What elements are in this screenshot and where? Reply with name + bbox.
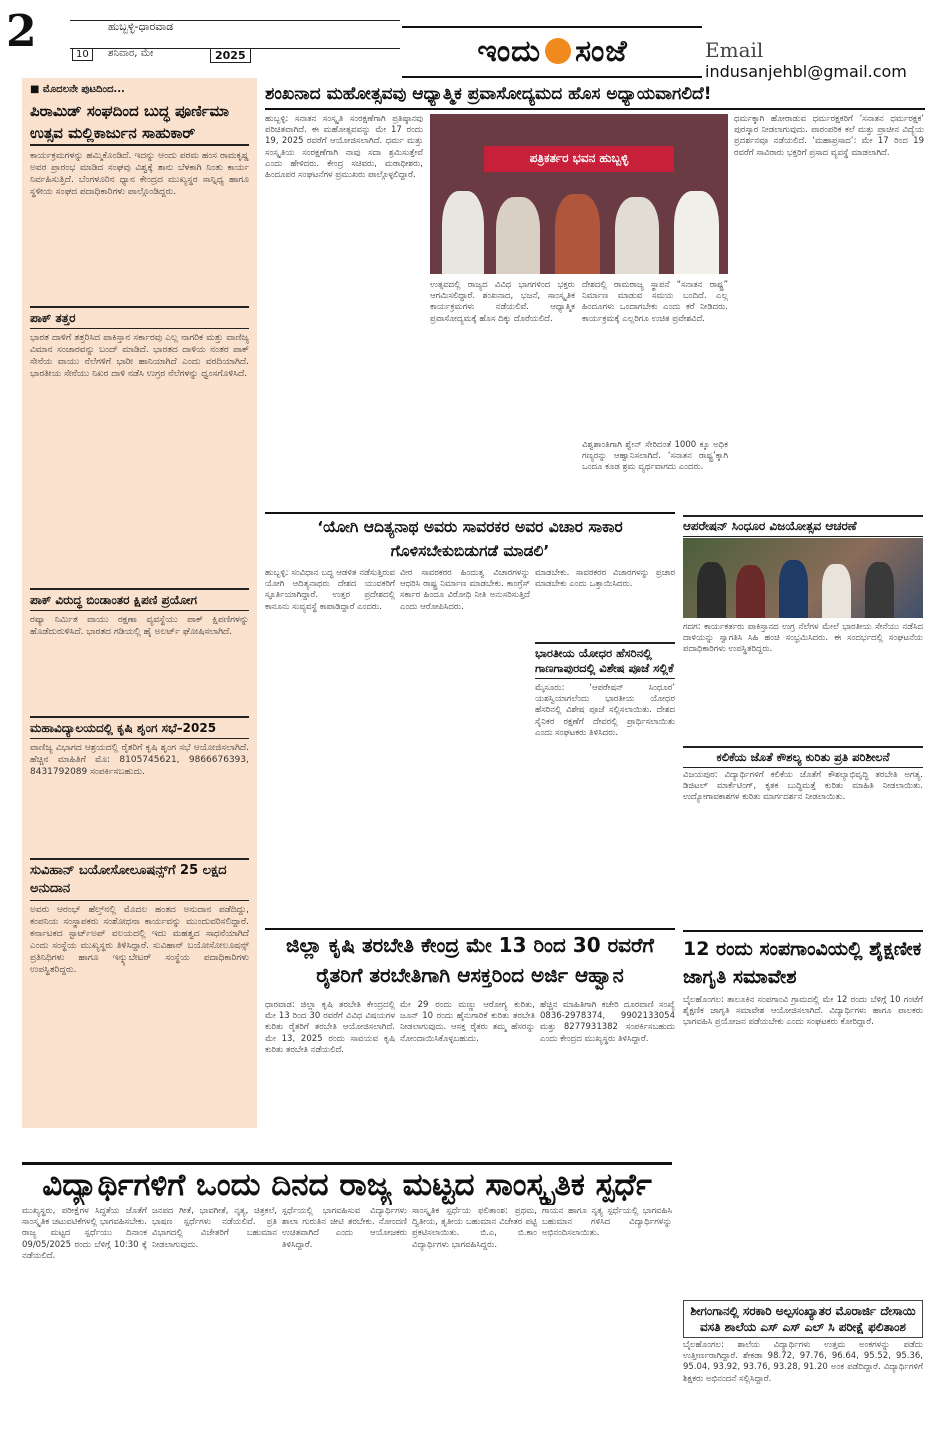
logo-left-word: ಇಂದು: [477, 33, 542, 69]
article-body: ಧಾರವಾಡ: ಜಿಲ್ಲಾ ಕೃಷಿ ತರಬೇತಿ ಕೇಂದ್ರದಲ್ಲಿ ಮೇ 13 ರಿಂದ 30 ರವರೆಗೆ ವಿವಿಧ ವಿಷಯಗಳ ಕುರಿತು ರೈತರಿಗೆ ತರಬೇತಿ ಆಯೋಜಿಸಲಾಗಿದೆ. ಮೇ 13, 2025 ರಂದು ಸಾವಯವ ಕೃಷಿ ಕುರಿತು ತರಬೇತಿ ನಡೆಯಲಿದೆ.: [265, 1000, 395, 1055]
article-body: ಹುಬ್ಬಳ್ಳಿ: ಸನಾತನ ಸಂಸ್ಕೃತಿ ಸಂರಕ್ಷಣೆಗಾಗಿ ಪ್ರತಿಷ್ಠಾನವು ಪರಿಚಿತವಾಗಿದೆ. ಈ ಮಹೋತ್ಸವವನ್ನು ಮೇ 17 ರಂದು 19, 2025 ರವರೆಗೆ ಆಯೋಜಿಸಲಾಗಿದೆ. ಧರ್ಮ ಮತ್ತು ಸಂಸ್ಕೃತಿಯ ಸಂರಕ್ಷಣೆಗಾಗಿ ನಾವು ಸದಾ ಶ್ರಮಿಸುತ್ತೇವೆ ಎಂದು ಹೇಳಿದರು. ಕೇಂದ್ರ ಸಚಿವರು, ಮಠಾಧೀಶರು, ಹಿಂದೂಪರ ಸಂಘಟನೆಗಳ ಪ್ರಮುಖರು ಪಾಲ್ಗೊಳ್ಳಲಿದ್ದಾರೆ.: [265, 114, 423, 181]
top-story-rule: [265, 108, 925, 110]
sun-icon: [545, 38, 571, 64]
result-box-body: ಬೈಲಹೊಂಗಲ: ಶಾಲೆಯ ವಿದ್ಯಾರ್ಥಿಗಳು ಉತ್ತಮ ಅಂಕಗಳನ್ನು ಪಡೆದು ಉತ್ತೀರ್ಣರಾಗಿದ್ದಾರೆ. ಶೇಕಡಾ 98.72, 97.76, 96.64, 95.52, 95.36, 95.04, 93.92, 93.76, 93.28, 91.20 ಅಂಕ ಪಡೆದಿದ್ದಾರೆ. ವಿದ್ಯಾರ್ಥಿಗಳಿಗೆ ಶಿಕ್ಷಕರು ಅಭಿನಂದನೆ ಸಲ್ಲಿಸಿದ್ದಾರೆ.: [683, 1340, 923, 1384]
krishi-headline[interactable]: ಜಿಲ್ಲಾ ಕೃಷಿ ತರಬೇತಿ ಕೇಂದ್ರ ಮೇ 13 ರಿಂದ 30 ರವರೆಗೆ ರೈತರಿಗೆ ತರಬೇತಿಗಾಗಿ ಆಸಕ್ತರಿಂದ ಅರ್ಜಿ ಆಹ್ವಾನ: [286, 933, 654, 987]
article-body: ಜನಪದ ಗೀತೆ, ಭಾವಗೀತೆ, ನೃತ್ಯ, ಚಿತ್ರಕಲೆ, ಭಾಷಣ ಸ್ಪರ್ಧೆಗಳು ನಡೆಯಲಿವೆ. ಪ್ರತಿ ವಿಭಾಗದಲ್ಲಿ ವಿಜೇತರಿಗೆ ಬಹುಮಾನ ನೀಡಲಾಗುವುದು.: [152, 1206, 277, 1250]
article-body: ವಾಣಿಜ್ಯ ವಿಭಾಗದ ಆಶ್ರಯದಲ್ಲಿ ರೈತರಿಗೆ ಕೃಷಿ ಶೃಂಗ ಸಭೆ ಆಯೋಜಿಸಲಾಗಿದೆ. ಹೆಚ್ಚಿನ ಮಾಹಿತಿಗೆ ಮೊ: 8105745621, 9866676393, 8431792089 ಸಂಪರ್ಕಿಸಬಹುದು.: [30, 743, 249, 777]
section-rule: [265, 512, 675, 514]
article-body: ಮಾಡಬೇಕು. ಸಾವರಕರರ ವಿಚಾರಗಳನ್ನು ಪ್ರಚಾರ ಮಾಡಬೇಕು ಎಂದು ಒತ್ತಾಯಿಸಿದರು.: [535, 568, 675, 590]
article-body: ಕಾರ್ಯಕ್ರಮಗಳನ್ನು ಹಮ್ಮಿಕೊಂಡಿದೆ. ಇದನ್ನು ಆಂದು ಪರಮ ಹಂಸ ರಾಮಕೃಷ್ಣ ಅವರ ಪ್ರಾರಂಭ ಮಾಡಿದ ಸಂಘವು ವಿಶ್ವಕ್ಕೆ ತಾನು ಬೆಳಕಾಗಿ ನಿಂತು ಕಾರ್ಯ ನಿರ್ವಹಿಸುತ್ತಿದೆ. ಬೆಂಗಳೂರಿನ ಧ್ಯಾನ ಕೇಂದ್ರದ ಮುಖ್ಯಸ್ಥರ ಸಾನ್ನಿಧ್ಯ ಹಾಗೂ ಸ್ಥಳೀಯ ಸಂಘದ ಪದಾಧಿಕಾರಿಗಳು ಪಾಲ್ಗೊಂಡಿದ್ದರು.: [30, 151, 249, 197]
page-number: 2: [6, 10, 37, 54]
article-body: ಉತ್ಸವದಲ್ಲಿ ರಾಜ್ಯದ ವಿವಿಧ ಭಾಗಗಳಿಂದ ಭಕ್ತರು ಆಗಮಿಸಲಿದ್ದಾರೆ. ಶಂಖನಾದ, ಭಜನೆ, ಸಾಂಸ್ಕೃತಿಕ ಕಾರ್ಯಕ್ರಮಗಳು ನಡೆಯಲಿವೆ. ಆಧ್ಯಾತ್ಮಿಕ ಪ್ರವಾಸೋದ್ಯಮಕ್ಕೆ ಹೊಸ ದಿಕ್ಕು ದೊರೆಯಲಿದೆ.: [430, 280, 575, 324]
celebration-photo: [683, 538, 923, 618]
article-body: ವಿಶ್ವಶಾಂತಿಗಾಗಿ ಶ್ವೇನ್ ಸೇರಿದಂತೆ 1000 ಕ್ಕೂ ಅಧಿಕ ಗಣ್ಯರನ್ನು ಆಹ್ವಾನಿಸಲಾಗಿದೆ. ‘ಸನಾತನ ರಾಷ್ಟ್ರ’ಕ್ಕಾಗಿ ಒಂದೂ ಕೂಡ ಶ್ರಮ ವ್ಯರ್ಥವಾಗದು ಎಂದರು.: [582, 440, 728, 473]
article-headline[interactable]: ಸುವಿಹಾನ್ ಬಯೋಸೋಲೂಷನ್ಸ್‌ಗೆ 25 ಲಕ್ಷದ ಅನುದಾನ: [30, 858, 249, 901]
article-body: ಹುಬ್ಬಳ್ಳಿ: ಸಂವಿಧಾನ ಬದ್ಧ ಆಡಳಿತ ನಡೆಸುತ್ತಿರುವ ಯೋಗಿ ಆದಿತ್ಯನಾಥರು ದೇಶದ ಯುವಕರಿಗೆ ಸ್ಫೂರ್ತಿಯಾಗಿದ್ದಾರೆ. ಉತ್ತರ ಪ್ರದೇಶದಲ್ಲಿ ಕಾನೂನು ಸುವ್ಯವಸ್ಥೆ ಕಾಪಾಡಿದ್ದಾರೆ ಎಂದರು.: [265, 568, 395, 612]
operation-headline[interactable]: ಆಪರೇಷನ್ ಸಿಂಧೂರ ವಿಜಯೋತ್ಸವ ಆಚರಣೆ: [683, 515, 923, 537]
edition-day: ಶನಿವಾರ, ಮೇ: [108, 48, 154, 59]
article-body: ರಷ್ಯಾ ನಿರ್ಮಿತ ವಾಯು ರಕ್ಷಣಾ ವ್ಯವಸ್ಥೆಯು ಪಾಕ್ ಕ್ಷಿಪಣಿಗಳನ್ನು ಹೊಡೆದುರುಳಿಸಿದೆ. ಭಾರತದ ಗಡಿಯಲ್ಲಿ ಹೈ ಅಲರ್ಟ್ ಘೋಷಿಸಲಾಗಿದೆ.: [30, 615, 249, 637]
email-address[interactable]: indusanjehbl@gmail.com: [705, 62, 907, 81]
side-story-body: ಮೈಸೂರು: ‘ಆಪರೇಷನ್ ಸಿಂಧೂರ’ ಯಶಸ್ವಿಯಾಗಲೆಂದು ಭಾರತೀಯ ಯೋಧರ ಹೆಸರಿನಲ್ಲಿ ವಿಶೇಷ ಪೂಜೆ ಸಲ್ಲಿಸಲಾಯಿತು. ದೇಶದ ಸೈನಿಕರ ರಕ್ಷಣೆಗೆ ದೇವರಲ್ಲಿ ಪ್ರಾರ್ಥಿಸಲಾಯಿತು ಎಂದು ಸಂಘಟಕರು ತಿಳಿಸಿದರು.: [535, 683, 675, 738]
top-story-headline[interactable]: ಶಂಖನಾದ ಮಹೋತ್ಸವವು ಆಧ್ಯಾತ್ಮಿಕ ಪ್ರವಾಸೋದ್ಯಮದ ಹೊಸ ಅಧ್ಯಾಯವಾಗಲಿದೆ!: [265, 84, 712, 104]
article-body: ವೀರ ಸಾವರಕರರ ಹಿಂದುತ್ವ ವಿಚಾರಗಳನ್ನು ಆಧರಿಸಿ ರಾಷ್ಟ್ರ ನಿರ್ಮಾಣ ಮಾಡಬೇಕು. ಕಾಂಗ್ರೆಸ್ ಸರ್ಕಾರ ಹಿಂದೂ ವಿರೋಧಿ ನೀತಿ ಅನುಸರಿಸುತ್ತಿದೆ ಎಂದು ಆರೋಪಿಸಿದರು.: [400, 568, 530, 612]
page-box: 10: [72, 48, 93, 61]
article-body: ಅವರು ಆರಂಭ್ ಹೆಲ್ತ್‌ನಲ್ಲಿ ಮೊದಲ ಹಂತದ ಅನುದಾನ ಪಡೆದಿದ್ದು, ಕಂಪನಿಯ ಸಂಸ್ಥಾಪಕರು ಸಂಶೋಧನಾ ಕಾರ್ಯವನ್ನು ಮುಂದುವರಿಸಲಿದ್ದಾರೆ. ಕರ್ನಾಟಕದ ಸ್ಟಾರ್ಟ್‌ಅಪ್ ವಲಯದಲ್ಲಿ ಇದು ಮಹತ್ವದ ಸಾಧನೆಯಾಗಿದೆ ಎಂದು ಸಂಸ್ಥೆಯ ಮುಖ್ಯಸ್ಥರು ತಿಳಿಸಿದ್ದಾರೆ. ಸುವಿಹಾನ್ ಬಯೋಸೋಲೂಷನ್ಸ್ ಪ್ರತಿನಿಧಿಗಳು ಹಾಗೂ ಇನ್ಕ್ಯುಬೇಟರ್ ಸಂಸ್ಥೆಯ ಪದಾಧಿಕಾರಿಗಳು ಉಪಸ್ಥಿತರಿದ್ದರು.: [30, 905, 249, 975]
article-headline[interactable]: ಪಿರಾಮಿಡ್ ಸಂಘದಿಂದ ಬುದ್ಧ ಪೂರ್ಣಿಮಾ ಉತ್ಸವ ಮಲ್ಲಿಕಾರ್ಜುನ ಸಾಹುಕಾರ್: [30, 100, 249, 146]
article-body: ಮೇ 29 ರಂದು ಮಣ್ಣು ಆರೋಗ್ಯ ಕುರಿತು, ಜೂನ್ 10 ರಂದು ಹೈನುಗಾರಿಕೆ ಕುರಿತು ತರಬೇತಿ ನೀಡಲಾಗುವುದು. ಆಸಕ್ತ ರೈತರು ತಮ್ಮ ಹೆಸರನ್ನು ನೋಂದಾಯಿಸಿಕೊಳ್ಳಬಹುದು.: [400, 1000, 535, 1044]
email-label: Email: [705, 38, 764, 62]
edition-city: ಹುಬ್ಬಳ್ಳಿ-ಧಾರವಾಡ: [108, 20, 174, 33]
article-headline[interactable]: ಮಹಾವಿದ್ಯಾಲಯದಲ್ಲಿ ಕೃಷಿ ಶೃಂಗ ಸಭೆ–2025: [30, 716, 249, 739]
bottom-story-headline[interactable]: ವಿದ್ಯಾರ್ಥಿಗಳಿಗೆ ಒಂದು ದಿನದ ರಾಜ್ಯ ಮಟ್ಟದ ಸಾಂಸ್ಕೃತಿಕ ಸ್ಪರ್ಧೆ: [22, 1162, 672, 1205]
left-column: [22, 78, 257, 1128]
section-rule: [683, 930, 923, 932]
article-body: ಬೈಲಹೊಂಗಲ: ತಾಲೂಕಿನ ಸಂಪಗಾಂವಿ ಗ್ರಾಮದಲ್ಲಿ ಮೇ 12 ರಂದು ಬೆಳಿಗ್ಗೆ 10 ಗಂಟೆಗೆ ಶೈಕ್ಷಣಿಕ ಜಾಗೃತಿ ಸಮಾವೇಶ ಆಯೋಜಿಸಲಾಗಿದೆ. ವಿದ್ಯಾರ್ಥಿಗಳು ಹಾಗೂ ಪಾಲಕರು ಭಾಗವಹಿಸಿ ಪ್ರಯೋಜನ ಪಡೆಯಬೇಕು ಎಂದು ಸಂಘಟಕರು ಕೋರಿದ್ದಾರೆ.: [683, 995, 923, 1028]
article-body: ಧರ್ಮಕ್ಕಾಗಿ ಹೋರಾಡುವ ಧರ್ಮರಕ್ಷಕರಿಗೆ ‘ಸನಾತನ ಧರ್ಮರಕ್ಷಕ’ ಪುರಸ್ಕಾರ ನೀಡಲಾಗುವುದು. ಪಾರಂಪರಿಕ ಕಲೆ ಮತ್ತು ಪ್ರಾಚೀನ ವಿದ್ಯೆಯ ಪ್ರದರ್ಶನವೂ ನಡೆಯಲಿದೆ. ‘ಮಹಾಪ್ರಸಾದ’: ಮೇ 17 ರಿಂದ 19 ರವರೆಗೆ ಸಾವಿರಾರು ಭಕ್ತರಿಗೆ ಪ್ರಸಾದ ವ್ಯವಸ್ಥೆ ಮಾಡಲಾಗಿದೆ.: [734, 114, 924, 158]
yogi-story-headline[interactable]: ‘ಯೋಗಿ ಆದಿತ್ಯನಾಥ ಅವರು ಸಾವರಕರ ಅವರ ವಿಚಾರ ಸಾಕಾರ ಗೊಳಿಸಬೇಕುಬಿಡುಗಡೆ ಮಾಡಲಿ’: [317, 518, 623, 560]
press-banner-text: ಪತ್ರಿಕರ್ತರ ಭವನ ಹುಬ್ಬಳ್ಳಿ: [484, 146, 675, 172]
article-body: ಹೆಚ್ಚಿನ ಮಾಹಿತಿಗಾಗಿ ಕಚೇರಿ ದೂರವಾಣಿ ಸಂಖ್ಯೆ 0836-2978374, 9902133054 ಮತ್ತು 8277931382 ಸಂಪರ್ಕಿಸಬಹುದು ಎಂದು ಕೇಂದ್ರದ ಮುಖ್ಯಸ್ಥರು ತಿಳಿಸಿದ್ದಾರೆ.: [540, 1000, 675, 1044]
logo-right-word: ಸಂಜೆ: [575, 33, 628, 69]
article-body: ದೇಶದಲ್ಲಿ ರಾಮರಾಜ್ಯ ಸ್ಥಾಪನೆ “ಸನಾತನ ರಾಷ್ಟ್ರ” ನಿರ್ಮಾಣ ಮಾಡುವ ಸಮಯ ಬಂದಿದೆ. ಎಲ್ಲ ಹಿಂದೂಗಳು ಒಂದಾಗಬೇಕು ಎಂದು ಕರೆ ನೀಡಿದರು. ಕಾರ್ಯಕ್ರಮಕ್ಕೆ ಎಲ್ಲರಿಗೂ ಉಚಿತ ಪ್ರವೇಶವಿದೆ.: [582, 280, 728, 324]
article-body: ಸ್ಪರ್ಧೆಯಲ್ಲಿ ಭಾಗವಹಿಸುವ ವಿದ್ಯಾರ್ಥಿಗಳು ಶಾಲಾ ಗುರುತಿನ ಚೀಟಿ ತರಬೇಕು. ನೋಂದಣಿ ಉಚಿತವಾಗಿದೆ ಎಂದು ಆಯೋಜಕರು ತಿಳಿಸಿದ್ದಾರೆ.: [282, 1206, 407, 1250]
side-story-headline[interactable]: ಭಾರತೀಯ ಯೋಧರ ಹೆಸರಿನಲ್ಲಿ ಗಾಣಗಾಪುರದಲ್ಲಿ ವಿಶೇಷ ಪೂಜೆ ಸಲ್ಲಿಕೆ: [535, 642, 675, 679]
continued-tag: ■ ಮೊದಲನೇ ಪುಟದಿಂದ...: [30, 84, 125, 95]
side-story: [535, 642, 675, 922]
press-meet-photo: [430, 114, 728, 274]
edition-year: 2025: [210, 48, 251, 63]
result-box-headline[interactable]: ಶೀಗಂಗಾನಲ್ಲಿ ಸರಕಾರಿ ಅಲ್ಪಸಂಖ್ಯಾತರ ಮೊರಾರ್ಜಿ ದೇಸಾಯಿ ವಸತಿ ಶಾಲೆಯ ಎಸ್ ಎಸ್ ಎಲ್ ಸಿ ಪರೀಕ್ಷೆ ಫಲಿತಾಂಶ: [683, 1300, 923, 1338]
article-body: ಸಾಂಸ್ಕೃತಿಕ ಸ್ಪರ್ಧೆಯ ಫಲಿತಾಂಶ: ಪ್ರಥಮ, ದ್ವಿತೀಯ, ತೃತೀಯ ಬಹುಮಾನ ವಿಜೇತರ ಪಟ್ಟಿ ಪ್ರಕಟಿಸಲಾಯಿತು. ಬಿ.ಎ, ಬಿ.ಕಾಂ ವಿದ್ಯಾರ್ಥಿಗಳು ಭಾಗವಹಿಸಿದ್ದರು.: [412, 1206, 537, 1250]
newspaper-logo[interactable]: [420, 30, 685, 72]
article-body: ಗಾಯನ ಹಾಗೂ ನೃತ್ಯ ಸ್ಪರ್ಧೆಯಲ್ಲಿ ಭಾಗವಹಿಸಿ ಬಹುಮಾನ ಗಳಿಸಿದ ವಿದ್ಯಾರ್ಥಿಗಳನ್ನು ಅಭಿನಂದಿಸಲಾಯಿತು.: [542, 1206, 672, 1239]
article-headline[interactable]: ಪಾಕ್ ತತ್ತರ: [30, 306, 249, 329]
article-body: ಗದಗ: ಕಾರ್ಯಕರ್ತರು ಪಾಕಿಸ್ತಾನದ ಉಗ್ರ ನೆಲೆಗಳ ಮೇಲೆ ಭಾರತೀಯ ಸೇನೆಯು ನಡೆಸಿದ ದಾಳಿಯನ್ನು ಸ್ವಾಗತಿಸಿ ಸಿಹಿ ಹಂಚಿ ಸಂಭ್ರಮಿಸಿದರು. ಈ ಸಂದರ್ಭದಲ್ಲಿ ಸಂಘಟನೆಯ ಪದಾಧಿಕಾರಿಗಳು ಉಪಸ್ಥಿತರಿದ್ದರು.: [683, 622, 923, 655]
article-body: ಭಾರತ ದಾಳಿಗೆ ತತ್ತರಿಸಿದ ಪಾಕಿಸ್ತಾನ ಸರ್ಕಾರವು ಎಲ್ಲ ನಾಗರಿಕ ಮತ್ತು ವಾಣಿಜ್ಯ ವಿಮಾನ ಸಂಚಾರವನ್ನು ಬಂದ್ ಮಾಡಿದೆ. ಭಾರತದ ದಾಳಿಯ ನಂತರ ಪಾಕ್ ಸೇನೆಯ ವಾಯು ನೆಲೆಗಳಿಗೆ ಭಾರೀ ಹಾನಿಯಾಗಿದೆ ಎಂದು ವರದಿಯಾಗಿದೆ. ಭಾರತೀಯ ಸೇನೆಯು ನಿಖರ ದಾಳಿ ನಡೆಸಿ ಉಗ್ರರ ನೆಲೆಗಳನ್ನು ಧ್ವಂಸಗೊಳಿಸಿದೆ.: [30, 333, 249, 379]
article-headline[interactable]: ಪಾಕ್ ವಿರುದ್ಧ ಬಿಂಡಾಂತರ ಕ್ಷಿಪಣಿ ಪ್ರಯೋಗ: [30, 588, 249, 611]
article-headline[interactable]: ಕಲಿಕೆಯ ಜೊತೆ ಕೌಶಲ್ಯ ಕುರಿತು ಪ್ರತಿ ಪರಿಶೀಲನೆ: [683, 746, 923, 768]
email-contact[interactable]: [705, 38, 945, 81]
article-body: ಮುಖ್ಯಸ್ಥರು, ಪರೀಕ್ಷೆಗಳ ಸಿದ್ಧತೆಯ ಜೊತೆಗೆ ಸಾಂಸ್ಕೃತಿಕ ಚಟುವಟಿಕೆಗಳಲ್ಲಿ ಭಾಗವಹಿಸಬೇಕು. ರಾಜ್ಯ ಮಟ್ಟದ ಸ್ಪರ್ಧೆಯು ದಿನಾಂಕ 09/05/2025 ರಂದು ಬೆಳಿಗ್ಗೆ 10:30 ಕ್ಕೆ ನಡೆಯಲಿದೆ.: [22, 1206, 147, 1261]
sampagaon-headline[interactable]: 12 ರಂದು ಸಂಪಗಾಂವಿಯಲ್ಲಿ ಶೈಕ್ಷಣೀಕ ಜಾಗೃತಿ ಸಮಾವೇಶ: [683, 938, 922, 988]
article-body: ವಿಜಯಪುರ: ವಿದ್ಯಾರ್ಥಿಗಳಿಗೆ ಕಲಿಕೆಯ ಜೊತೆಗೆ ಕೌಶಲ್ಯಾಭಿವೃದ್ಧಿ ತರಬೇತಿ ಅಗತ್ಯ. ಡಿಜಿಟಲ್ ಮಾರ್ಕೆಟಿಂಗ್, ಕೃತಕ ಬುದ್ಧಿಮತ್ತೆ ಕುರಿತು ಮಾಹಿತಿ ನೀಡಲಾಯಿತು. ಉದ್ಯೋಗಾವಕಾಶಗಳ ಕುರಿತು ಮಾರ್ಗದರ್ಶನ ನೀಡಲಾಯಿತು.: [683, 770, 923, 803]
